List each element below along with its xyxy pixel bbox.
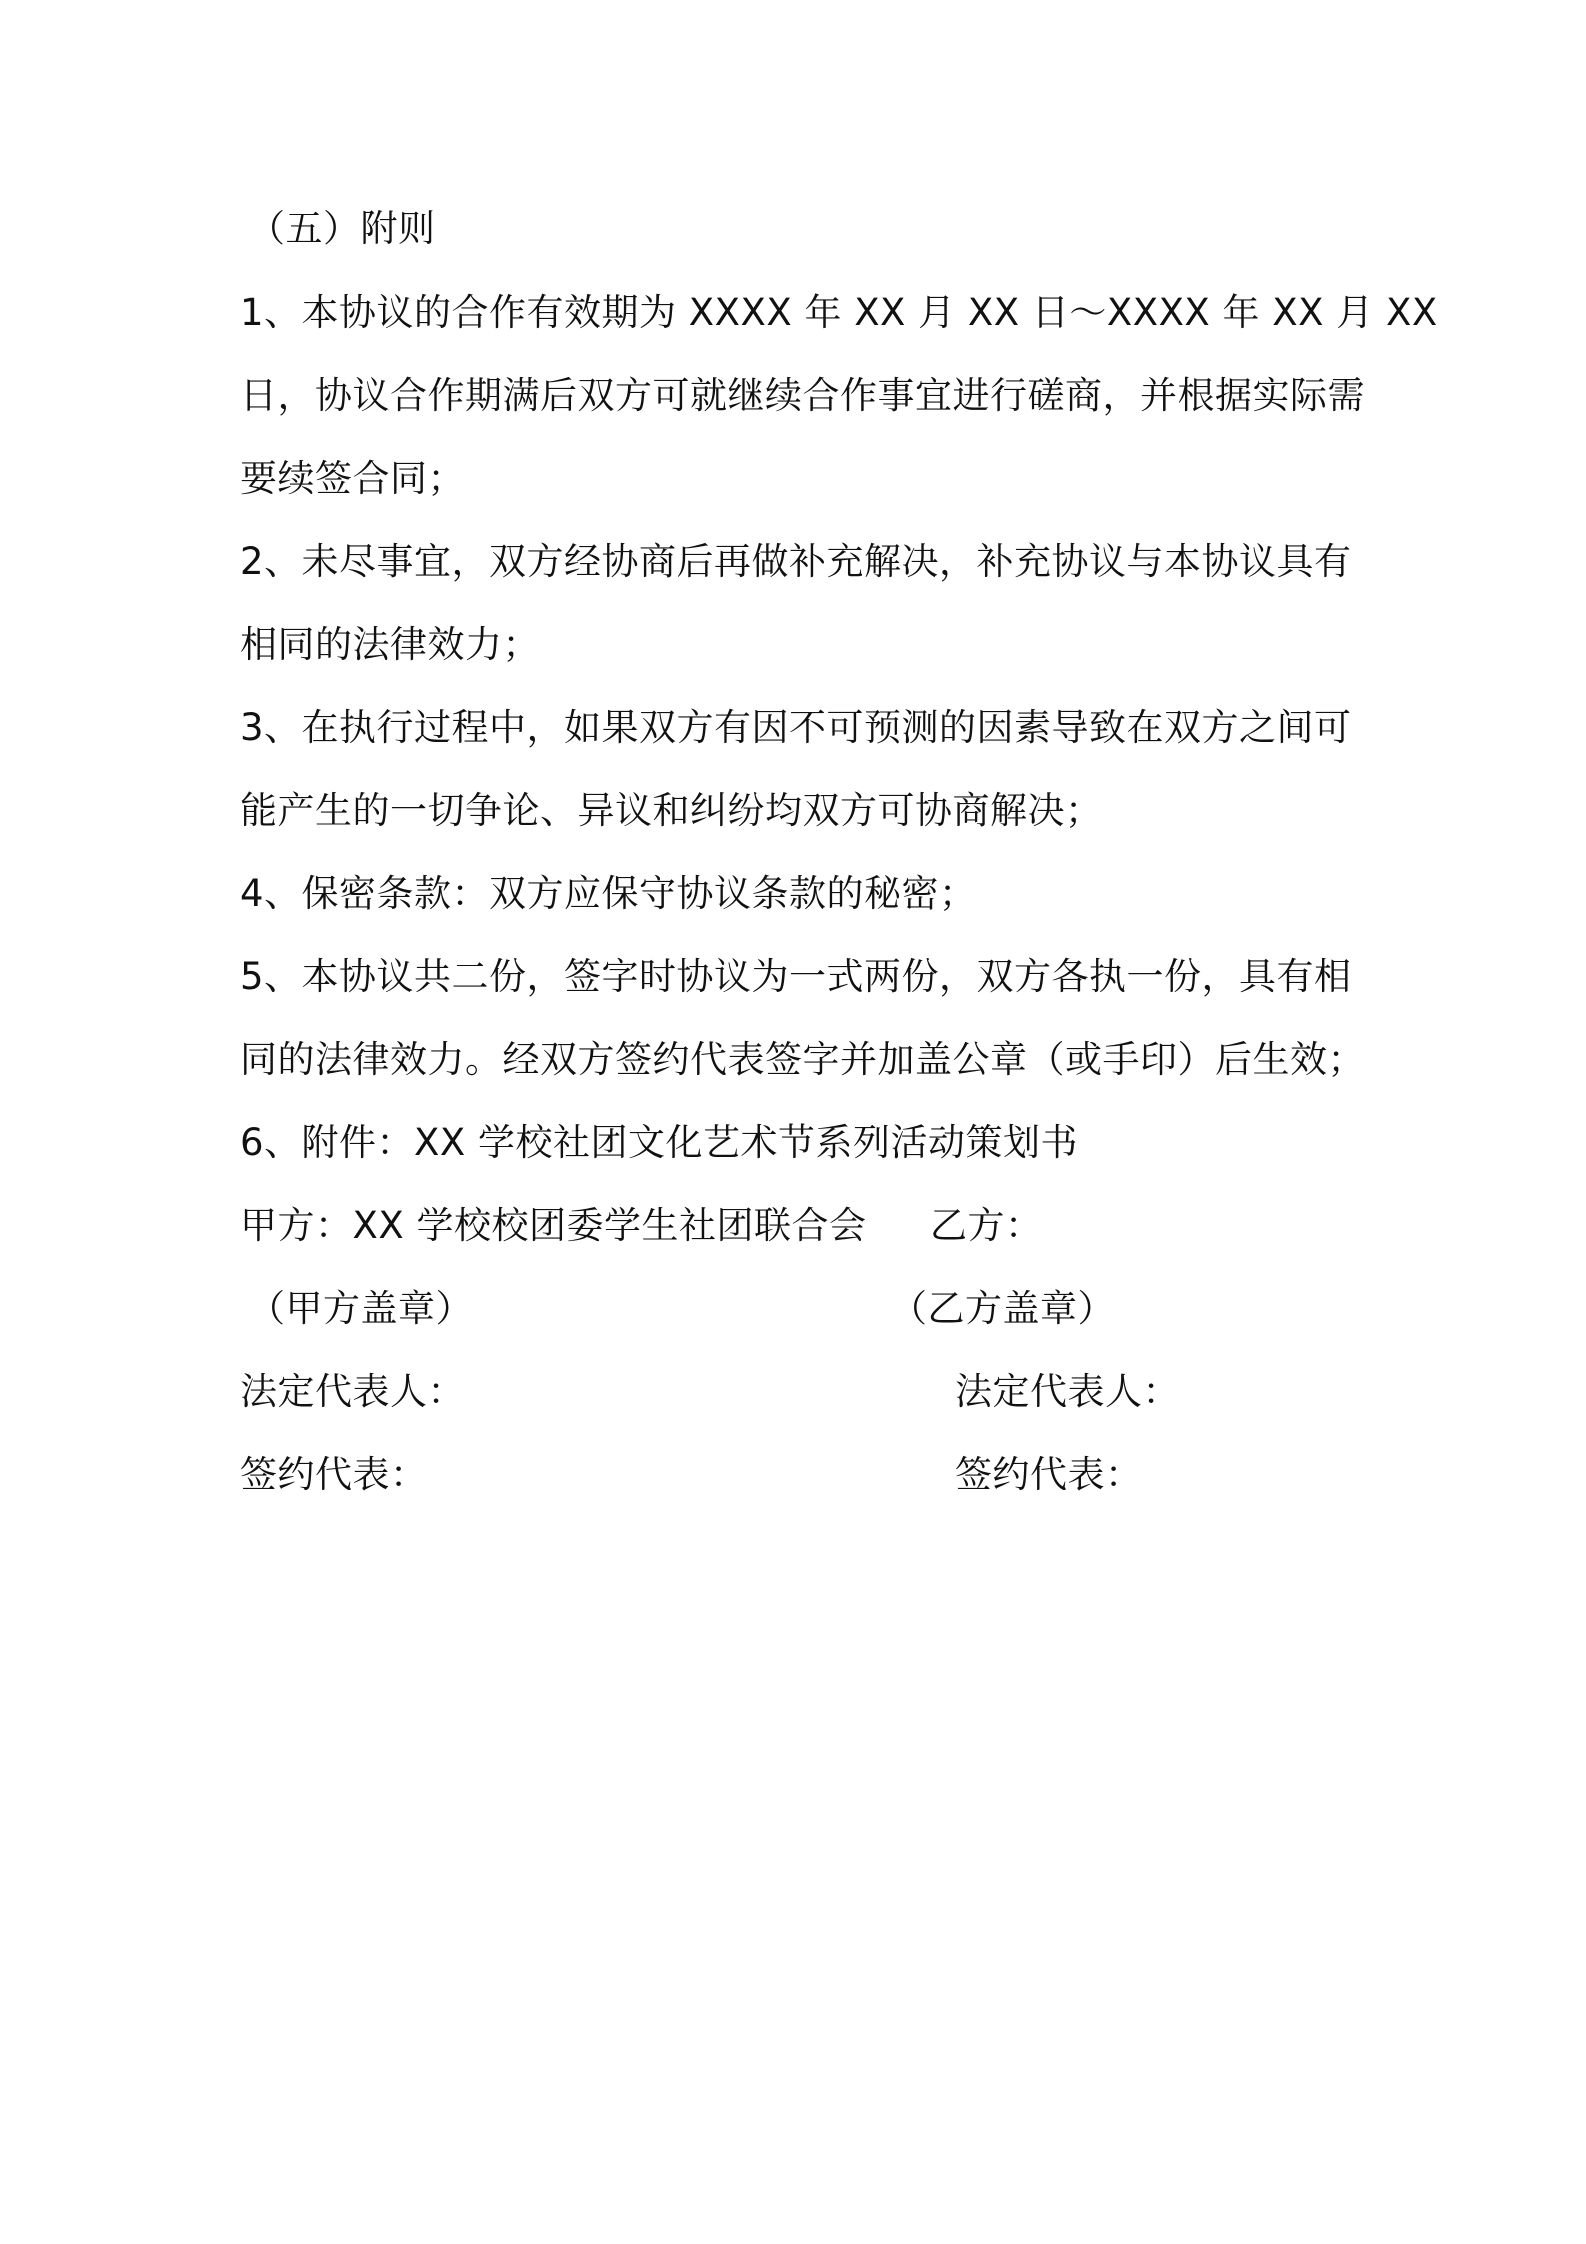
clause-1-line-3: 要续签合同； [240,457,465,500]
party-a-name: 甲方：XX 学校校团委学生社团联合会 [240,1204,867,1247]
clause-3-line-2: 能产生的一切争论、异议和纠纷均双方可协商解决； [240,789,1103,832]
clause-5-line-1: 5、本协议共二份，签字时协议为一式两份，双方各执一份，具有相 [240,955,1352,998]
clause-1-line-2: 日，协议合作期满后双方可就继续合作事宜进行磋商，并根据实际需 [240,374,1365,417]
party-b-legal-representative: 法定代表人： [955,1370,1180,1413]
section-heading: （五）附则 [248,207,436,250]
clause-1-line-1: 1、本协议的合作有效期为 XXXX 年 XX 月 XX 日～XXXX 年 XX 月 XX [240,291,1438,334]
clause-4-line-1: 4、保密条款：双方应保守协议条款的秘密； [240,872,977,915]
clause-2-line-1: 2、未尽事宜，双方经协商后再做补充解决，补充协议与本协议具有 [240,540,1352,583]
party-a-signing-representative: 签约代表： [240,1453,428,1496]
clause-3-line-1: 3、在执行过程中，如果双方有因不可预测的因素导致在双方之间可 [240,706,1352,749]
party-b-seal: （乙方盖章） [890,1287,1115,1330]
clause-5-line-2: 同的法律效力。经双方签约代表签字并加盖公章（或手印）后生效； [240,1038,1365,1081]
clause-6-line-1: 6、附件：XX 学校社团文化艺术节系列活动策划书 [240,1121,1078,1164]
party-b-signing-representative: 签约代表： [955,1453,1143,1496]
party-a-seal: （甲方盖章） [248,1287,473,1330]
party-b-name: 乙方： [930,1204,1043,1247]
party-a-legal-representative: 法定代表人： [240,1370,465,1413]
clause-2-line-2: 相同的法律效力； [240,623,540,666]
